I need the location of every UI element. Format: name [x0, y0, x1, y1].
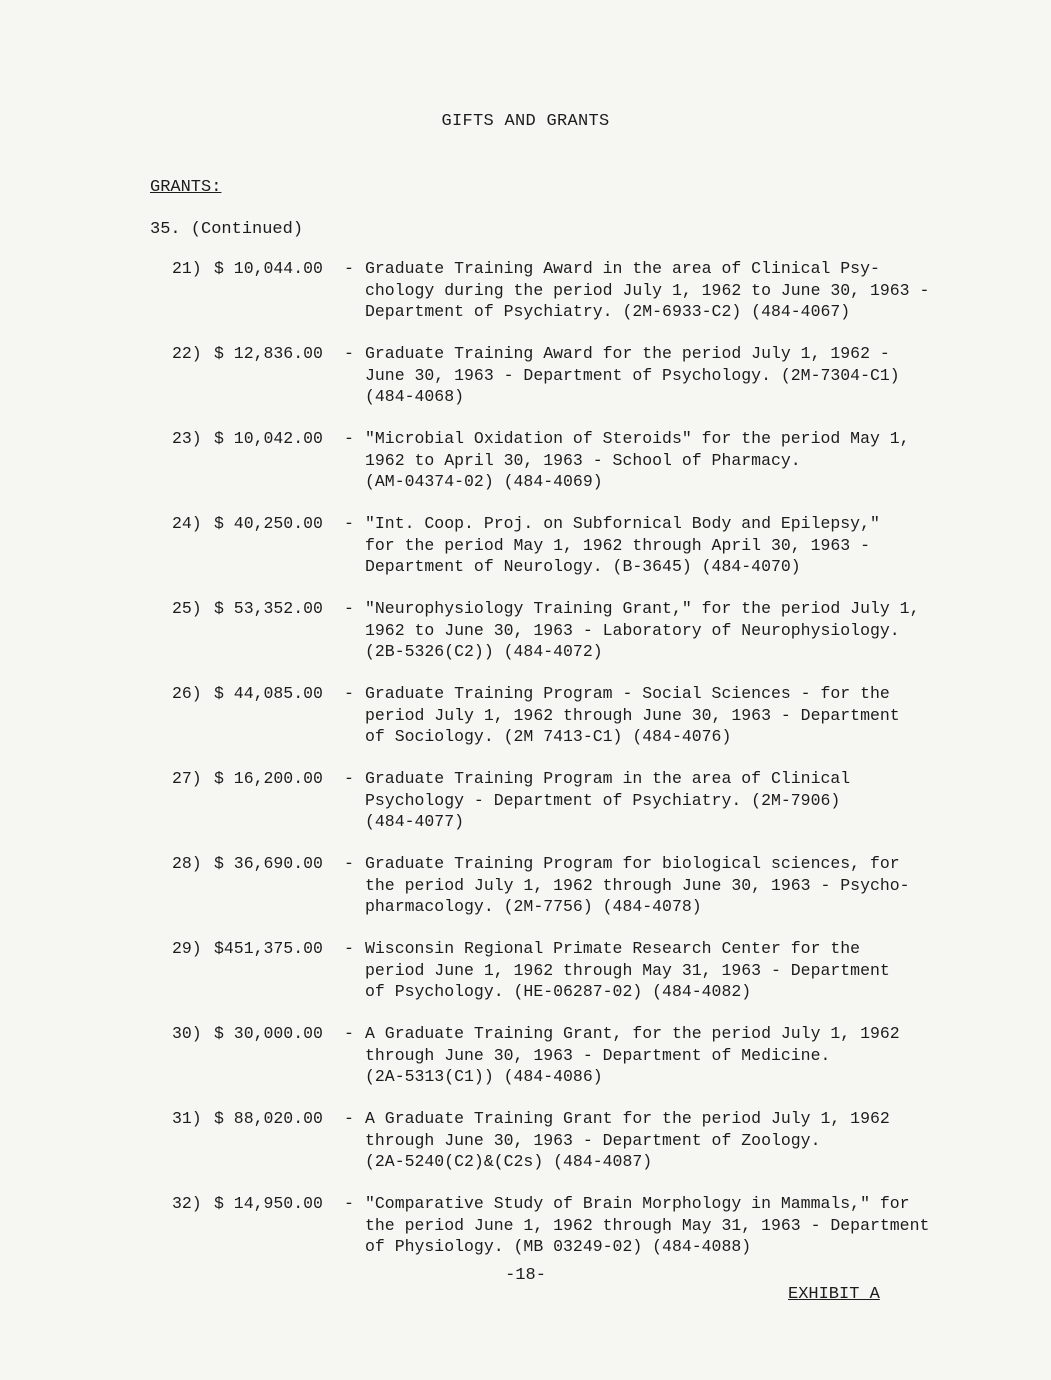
entry-separator: - — [344, 1194, 354, 1213]
description-line: June 30, 1963 - Department of Psychology. (2M-7304-C1) — [365, 365, 900, 385]
entry-description — [365, 513, 973, 578]
description-line: the period July 1, 1962 through June 30, 1963 - Psycho- — [365, 875, 910, 895]
entry-description — [365, 768, 973, 833]
entry-description — [365, 1193, 973, 1258]
entry-separator: - — [344, 344, 354, 363]
description-line: Graduate Training Program in the area of Clinical — [365, 769, 851, 788]
entry-number: 30) — [172, 1024, 202, 1043]
entry-description — [365, 853, 973, 918]
entry-amount: $ 30,000.00 — [214, 1024, 323, 1043]
entry-amount: $ 10,044.00 — [214, 259, 323, 278]
page-title: GIFTS AND GRANTS — [441, 112, 610, 131]
entry-amount: $ 36,690.00 — [214, 854, 323, 873]
entry-description — [365, 598, 973, 663]
grant-entry — [172, 683, 992, 768]
entry-description — [365, 1023, 973, 1088]
entry-description — [365, 1108, 973, 1173]
description-line: through June 30, 1963 - Department of Medicine. — [365, 1045, 831, 1065]
description-line: chology during the period July 1, 1962 to June 30, 1963 - — [365, 280, 930, 300]
grant-entry — [172, 343, 992, 428]
description-line: of Psychology. (HE-06287-02) (484-4082) — [365, 982, 752, 1001]
entry-separator: - — [344, 1109, 354, 1128]
entry-number: 29) — [172, 939, 202, 958]
grant-entry — [172, 598, 992, 683]
entry-number: 25) — [172, 599, 202, 618]
description-line: through June 30, 1963 - Department of Zoology. — [365, 1130, 821, 1150]
grant-entry — [172, 768, 992, 853]
description-line: Graduate Training Program - Social Sciences - for the — [365, 684, 890, 703]
entry-number: 23) — [172, 429, 202, 448]
description-line: Department of Psychiatry. (2M-6933-C2) (484-4067) — [365, 302, 851, 321]
entry-amount: $ 10,042.00 — [214, 429, 323, 448]
entry-number: 31) — [172, 1109, 202, 1128]
entry-number: 32) — [172, 1194, 202, 1213]
description-line: Department of Neurology. (B-3645) (484-4070) — [365, 557, 801, 576]
section-label: GRANTS: — [150, 178, 222, 197]
description-line: (2A-5240(C2)&(C2s) (484-4087) — [365, 1152, 653, 1171]
item-heading: 35. (Continued) — [150, 220, 304, 239]
description-line: 1962 to April 30, 1963 - School of Pharmacy. — [365, 450, 801, 470]
description-line: period June 1, 1962 through May 31, 1963 - Department — [365, 960, 890, 980]
description-line: A Graduate Training Grant, for the period July 1, 1962 — [365, 1024, 900, 1043]
description-line: of Sociology. (2M 7413-C1) (484-4076) — [365, 727, 732, 746]
description-line: "Comparative Study of Brain Morphology in Mammals," for — [365, 1194, 910, 1213]
description-line: for the period May 1, 1962 through April 30, 1963 - — [365, 535, 870, 555]
description-line: the period June 1, 1962 through May 31, 1963 - Department — [365, 1215, 930, 1235]
entry-separator: - — [344, 769, 354, 788]
entry-separator: - — [344, 854, 354, 873]
grant-entry — [172, 428, 992, 513]
description-line: Graduate Training Award for the period July 1, 1962 - — [365, 344, 890, 363]
description-line: of Physiology. (MB 03249-02) (484-4088) — [365, 1237, 752, 1256]
entry-description — [365, 428, 973, 493]
grant-entry — [172, 1108, 992, 1193]
entry-number: 22) — [172, 344, 202, 363]
entry-separator: - — [344, 684, 354, 703]
entry-number: 27) — [172, 769, 202, 788]
description-line: pharmacology. (2M-7756) (484-4078) — [365, 897, 702, 916]
entry-amount: $ 16,200.00 — [214, 769, 323, 788]
description-line: Wisconsin Regional Primate Research Center for the — [365, 939, 861, 958]
page-number: -18- — [505, 1266, 546, 1285]
entry-amount: $ 44,085.00 — [214, 684, 323, 703]
entry-amount: $451,375.00 — [214, 939, 323, 958]
description-line: (2A-5313(C1)) (484-4086) — [365, 1067, 603, 1086]
description-line: Graduate Training Award in the area of Clinical Psy- — [365, 259, 880, 278]
description-line: (484-4077) — [365, 812, 465, 831]
entry-description — [365, 343, 973, 408]
entry-number: 21) — [172, 259, 202, 278]
entry-separator: - — [344, 1024, 354, 1043]
entry-amount: $ 53,352.00 — [214, 599, 323, 618]
entry-separator: - — [344, 939, 354, 958]
grant-entry — [172, 258, 992, 343]
entry-amount: $ 12,836.00 — [214, 344, 323, 363]
entry-amount: $ 40,250.00 — [214, 514, 323, 533]
description-line: "Microbial Oxidation of Steroids" for the period May 1, — [365, 429, 910, 448]
entry-separator: - — [344, 514, 354, 533]
grant-entry — [172, 853, 992, 938]
entry-number: 24) — [172, 514, 202, 533]
description-line: (484-4068) — [365, 387, 465, 406]
entry-number: 28) — [172, 854, 202, 873]
description-line: Graduate Training Program for biological sciences, for — [365, 854, 900, 873]
entry-description — [365, 258, 973, 323]
exhibit-label: EXHIBIT A — [788, 1285, 880, 1304]
entry-description — [365, 683, 973, 748]
description-line: (AM-04374-02) (484-4069) — [365, 472, 603, 491]
description-line: period July 1, 1962 through June 30, 1963 - Department — [365, 705, 900, 725]
grant-entry — [172, 938, 992, 1023]
grant-entry — [172, 1023, 992, 1108]
entry-separator: - — [344, 429, 354, 448]
grant-entry — [172, 513, 992, 598]
entry-number: 26) — [172, 684, 202, 703]
description-line: (2B-5326(C2)) (484-4072) — [365, 642, 603, 661]
description-line: "Neurophysiology Training Grant," for the period July 1, — [365, 599, 920, 618]
description-line: 1962 to June 30, 1963 - Laboratory of Neurophysiology. — [365, 620, 900, 640]
entry-description — [365, 938, 973, 1003]
entry-amount: $ 14,950.00 — [214, 1194, 323, 1213]
description-line: A Graduate Training Grant for the period July 1, 1962 — [365, 1109, 890, 1128]
grant-list — [172, 258, 992, 1278]
entry-separator: - — [344, 259, 354, 278]
description-line: Psychology - Department of Psychiatry. (2M-7906) — [365, 790, 841, 810]
description-line: "Int. Coop. Proj. on Subfornical Body and Epilepsy," — [365, 514, 880, 533]
entry-separator: - — [344, 599, 354, 618]
entry-amount: $ 88,020.00 — [214, 1109, 323, 1128]
